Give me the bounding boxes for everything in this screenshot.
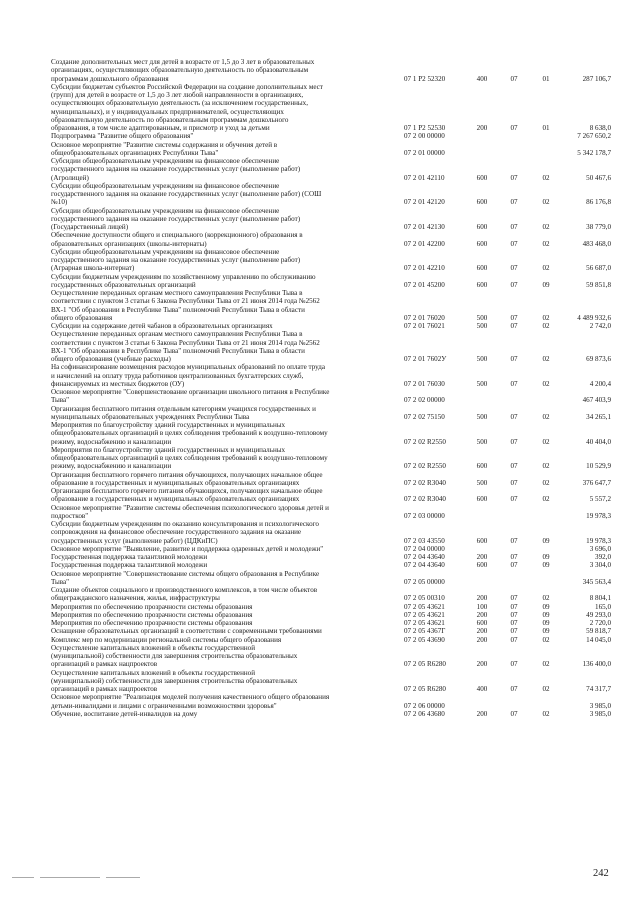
row-section: 07	[510, 313, 518, 322]
row-description: Осуществление капитальных вложений в объекты государственной (муниципальной) собственности для завершения строительства образовательных организаций в рамках нацпроектов	[51, 668, 298, 693]
row-section: 07	[510, 635, 518, 644]
row-subsection: 09	[542, 610, 550, 619]
row-expense-type: 500	[476, 313, 488, 322]
row-code: 07 2 01 00000	[404, 148, 445, 157]
row-amount: 5 557,2	[589, 495, 611, 504]
row-expense-type: 600	[476, 536, 488, 545]
row-amount: 19 978,3	[586, 536, 611, 545]
table-row	[51, 58, 611, 83]
row-code: 07 2 03 43550	[404, 536, 445, 545]
row-amount: 14 045,0	[586, 635, 611, 644]
row-amount: 2 720,0	[589, 619, 611, 627]
row-section: 07	[510, 602, 518, 611]
row-description: Основное мероприятие "Совершенствование организации школьного питания в Республике Тыва"	[51, 388, 330, 405]
table-row	[51, 693, 611, 710]
table-row	[51, 83, 611, 133]
row-subsection: 09	[542, 561, 550, 570]
row-section: 07	[510, 379, 518, 388]
row-section: 07	[510, 198, 518, 207]
row-description: На софинансирование возмещения расходов муниципальных образований по оплате труда и начислений на оплату труда работников централизованных бухгалтерских служб, финансируемых из местных бюджетов (ОУ)	[51, 363, 326, 388]
row-description: Обеспечение доступности общего и специального (коррекционного) образования в образовательных организациях (школы-интернаты)	[51, 231, 303, 248]
row-description: Субсидии общеобразовательным учреждениям на финансовое обеспечение государственного задания на оказание государственных услуг (выполнение работ) (Государственный лицей)	[51, 206, 301, 231]
row-expense-type: 200	[476, 660, 488, 669]
row-code: 07 2 03 00000	[404, 511, 445, 520]
row-description: Организация бесплатного горячего питания обучающихся, получающих начальное общее образование в государственных и муниципальных образовательных организациях	[51, 470, 323, 487]
row-section: 07	[510, 619, 518, 627]
table-row	[51, 157, 611, 182]
row-section: 07	[510, 627, 518, 636]
row-description: Мероприятия по благоустройству зданий государственных и муниципальных общеобразовательных организаций в целях соблюдения требований к воздушно-тепловому режиму, водоснабжению и канализации	[51, 421, 328, 446]
row-code: 07 2 05 R6280	[404, 660, 446, 669]
table-row	[51, 388, 611, 405]
row-code: 07 2 04 43640	[404, 553, 445, 561]
row-code: 07 2 01 42130	[404, 223, 445, 231]
row-code: 07 2 02 75150	[404, 412, 445, 421]
row-amount: 287 106,7	[582, 74, 611, 83]
row-code: 07 2 05 R6280	[404, 685, 446, 693]
row-section: 07	[510, 239, 518, 248]
row-amount: 8 638,0	[589, 124, 611, 132]
table-row	[51, 586, 611, 603]
row-expense-type: 200	[476, 610, 488, 619]
table-row	[51, 710, 611, 718]
table-row	[51, 553, 611, 561]
row-expense-type: 500	[476, 412, 488, 421]
row-code: 07 2 01 76020	[404, 313, 445, 322]
row-section: 07	[510, 685, 518, 693]
row-expense-type: 600	[476, 462, 488, 471]
row-code: 07 2 05 00000	[404, 577, 445, 586]
table-row	[51, 273, 611, 290]
table-row	[51, 603, 611, 611]
row-subsection: 02	[542, 660, 550, 669]
row-description: Основное мероприятие "Реализация моделей получения качественного общего образования детьми-инвалидами и лицами с ограниченными возможностями здоровья"	[51, 693, 330, 710]
table-row	[51, 322, 611, 330]
page-number: 242	[593, 868, 609, 879]
footer-rule	[106, 877, 140, 878]
table-row	[51, 207, 611, 232]
row-subsection: 09	[542, 280, 550, 289]
row-description: Организация бесплатного питания отдельным категориям учащихся государственных и муниципальных образовательных учреждениях Республики Тыва	[51, 404, 316, 421]
row-section: 07	[510, 412, 518, 421]
row-amount: 3 304,0	[589, 561, 611, 570]
row-amount: 483 468,0	[582, 239, 611, 248]
row-code: 07 2 05 43621	[404, 610, 445, 619]
row-code: 07 2 01 76021	[404, 322, 445, 330]
row-code: 07 2 02 00000	[404, 396, 445, 405]
row-description: Субсидии бюджетным учреждениям по хозяйственному управлению по обслуживанию государственных образовательных организаций	[51, 272, 316, 289]
table-row	[51, 570, 611, 587]
row-subsection: 09	[542, 553, 550, 561]
row-subsection: 02	[542, 478, 550, 487]
row-description: Осуществление капитальных вложений в объекты государственной (муниципальной) собственности для завершения строительства образовательных организаций в рамках нацпроектов	[51, 643, 298, 669]
table-row	[51, 520, 611, 545]
row-amount: 5 342 178,7	[577, 148, 611, 157]
row-description: Субсидии на содержание детей чабанов в образовательных организациях	[51, 322, 273, 330]
row-amount: 50 467,6	[586, 173, 611, 182]
row-subsection: 01	[542, 124, 550, 132]
row-amount: 4 489 932,6	[577, 313, 611, 322]
table-row	[51, 644, 611, 669]
row-amount: 10 529,9	[586, 462, 611, 471]
row-subsection: 02	[542, 198, 550, 207]
row-amount: 74 317,7	[586, 685, 611, 693]
table-row	[51, 182, 611, 207]
row-description: Основное мероприятие "Совершенствование системы общего образования в Республике Тыва"	[51, 569, 320, 586]
row-expense-type: 200	[476, 627, 488, 636]
row-amount: 19 978,3	[586, 511, 611, 520]
row-expense-type: 600	[476, 264, 488, 273]
row-expense-type: 500	[476, 478, 488, 487]
budget-table	[51, 58, 611, 718]
table-row	[51, 619, 611, 627]
table-row	[51, 611, 611, 619]
row-code: 07 2 00 00000	[404, 132, 445, 141]
row-section: 07	[510, 478, 518, 487]
row-expense-type: 200	[476, 635, 488, 644]
row-amount: 345 563,4	[582, 577, 611, 586]
row-subsection: 02	[542, 313, 550, 322]
row-section: 07	[510, 437, 518, 446]
row-expense-type: 500	[476, 437, 488, 446]
row-expense-type: 600	[476, 239, 488, 248]
row-section: 07	[510, 709, 518, 718]
row-subsection: 01	[542, 74, 550, 83]
table-row	[51, 363, 611, 388]
row-expense-type: 600	[476, 280, 488, 289]
row-subsection: 02	[542, 173, 550, 182]
row-subsection: 02	[542, 685, 550, 693]
table-row	[51, 141, 611, 158]
row-subsection: 02	[542, 355, 550, 363]
row-section: 07	[510, 561, 518, 570]
row-expense-type: 600	[476, 198, 488, 207]
footer-rule	[40, 877, 100, 878]
row-amount: 3 696,0	[589, 544, 611, 553]
row-section: 07	[510, 536, 518, 545]
row-subsection: 02	[542, 412, 550, 421]
row-expense-type: 400	[476, 685, 488, 693]
row-description: Субсидии бюджетным учреждениям по оказанию консультирования и психологического сопровождения на финансовое обеспечение государственного задания на оказание государственных услуг (выполнение работ) (ЦДКиПС)	[51, 520, 319, 545]
row-section: 07	[510, 322, 518, 330]
row-code: 07 2 05 43621	[404, 619, 445, 627]
row-description: Основное мероприятие "Выявление, развитие и поддержка одаренных детей и молодежи"	[51, 544, 324, 553]
row-amount: 3 985,0	[589, 701, 611, 710]
row-code: 07 2 01 76030	[404, 379, 445, 388]
row-description: Создание объектов социального и производственного комплексов, в том числе объектов общегражданского назначения, жилья, инфраструктуры	[51, 586, 318, 603]
row-section: 07	[510, 74, 518, 83]
row-description: Субсидии бюджетам субъектов Российской Федерации на создание дополнительных мест (групп) для детей в возрасте от 1,5 до 3 лет любой направленности в организациях, осуществляющих образовательную деятельность (за исключением государственных, муниципальных), и у индивидуальных предпринимателей, осуществляющих образовательную деятельность по образовательным программам дошкольного образования, в том числе адаптированным, и присмотр и уход за детьми	[51, 82, 323, 132]
row-subsection: 09	[542, 627, 550, 636]
row-subsection: 02	[542, 379, 550, 388]
table-row	[51, 487, 611, 504]
row-amount: 165,0	[595, 602, 611, 611]
row-expense-type: 500	[476, 322, 488, 330]
row-section: 07	[510, 495, 518, 504]
row-code: 07 1 P2 52320	[404, 74, 446, 83]
row-amount: 376 647,7	[582, 478, 611, 487]
row-code: 07 2 05 43621	[404, 602, 445, 611]
row-description: Мероприятия по обеспечению прозрачности системы образования	[51, 602, 253, 611]
table-row	[51, 545, 611, 553]
row-expense-type: 200	[476, 553, 488, 561]
table-row	[51, 446, 611, 471]
row-section: 07	[510, 462, 518, 471]
row-expense-type: 600	[476, 173, 488, 182]
table-row	[51, 330, 611, 363]
row-subsection: 02	[542, 635, 550, 644]
row-amount: 136 400,0	[582, 660, 611, 669]
row-amount: 86 176,8	[586, 198, 611, 207]
row-description: Государственная поддержка талантливой молодежи	[51, 561, 208, 570]
row-code: 07 1 P2 52530	[404, 124, 446, 132]
row-subsection: 02	[542, 223, 550, 231]
row-code: 07 2 06 00000	[404, 701, 445, 710]
row-expense-type: 500	[476, 355, 488, 363]
row-description: Подпрограмма "Развитие общего образования"	[51, 132, 194, 141]
row-amount: 8 804,1	[589, 594, 611, 603]
row-description: Мероприятия по обеспечению прозрачности системы образования	[51, 610, 253, 619]
row-subsection: 02	[542, 437, 550, 446]
row-amount: 59 818,7	[586, 627, 611, 636]
table-row	[51, 471, 611, 488]
row-section: 07	[510, 264, 518, 273]
table-row	[51, 669, 611, 694]
row-subsection: 02	[542, 594, 550, 603]
row-section: 07	[510, 660, 518, 669]
table-row	[51, 248, 611, 273]
row-code: 07 2 02 R2550	[404, 462, 446, 471]
row-code: 07 2 01 42120	[404, 198, 445, 207]
row-amount: 34 265,1	[586, 412, 611, 421]
row-subsection: 02	[542, 322, 550, 330]
row-amount: 38 779,0	[586, 223, 611, 231]
row-code: 07 2 05 4367Г	[404, 627, 446, 636]
row-description: Обучение, воспитание детей-инвалидов на дому	[51, 709, 198, 718]
row-description: Оснащение образовательных организаций в соответствии с современными требованиями	[51, 627, 322, 636]
row-description: Мероприятия по благоустройству зданий государственных и муниципальных общеобразовательных организаций в целях соблюдения требований к воздушно-тепловому режиму, водоснабжению и канализации	[51, 445, 328, 471]
row-subsection: 09	[542, 536, 550, 545]
row-subsection: 02	[542, 495, 550, 504]
row-code: 07 2 02 R2550	[404, 437, 446, 446]
row-expense-type: 400	[476, 74, 488, 83]
row-expense-type: 200	[476, 124, 488, 132]
table-row	[51, 231, 611, 248]
table-row	[51, 627, 611, 635]
row-amount: 69 873,6	[586, 355, 611, 363]
table-row	[51, 289, 611, 322]
row-code: 07 2 01 42210	[404, 264, 445, 273]
row-amount: 2 742,0	[589, 322, 611, 330]
row-description: Создание дополнительных мест для детей в возрасте от 1,5 до 3 лет в образовательных организациях, осуществляющих образовательную деятельность по образовательным программам дошкольного образования	[51, 58, 315, 83]
row-expense-type: 600	[476, 495, 488, 504]
table-row	[51, 504, 611, 521]
row-code: 07 2 01 42110	[404, 173, 445, 182]
row-amount: 3 985,0	[589, 709, 611, 718]
row-code: 07 2 04 43640	[404, 561, 445, 570]
row-section: 07	[510, 280, 518, 289]
row-section: 07	[510, 173, 518, 182]
row-code: 07 2 02 R3040	[404, 478, 446, 487]
row-description: Субсидии общеобразовательным учреждениям на финансовое обеспечение государственного задания на оказание государственных услуг (выполнение работ) (Аграрная школа-интернат)	[51, 247, 301, 273]
row-section: 07	[510, 223, 518, 231]
table-row	[51, 421, 611, 446]
row-description: Основное мероприятие "Развитие системы содержания и обучения детей в общеобразовательных организациях Республики Тыва"	[51, 140, 278, 157]
row-section: 07	[510, 610, 518, 619]
row-section: 07	[510, 594, 518, 603]
row-description: Организация бесплатного горячего питания обучающихся, получающих начальное общее образование в государственных и муниципальных образовательных организациях	[51, 487, 323, 504]
footer-rule	[12, 877, 34, 878]
row-expense-type: 100	[476, 602, 488, 611]
row-code: 07 2 01 7602У	[404, 355, 447, 363]
row-description: Осуществление переданных органам местного самоуправления Республики Тыва в соответствии с пунктом 3 статьи 6 Закона Республики Тыва от 21 июня 2014 года №2562 ВХ-1 "Об образовании в Республике Тыва" полномочий Республики Тыва в области общего образования (учебные расходы)	[51, 330, 320, 363]
row-amount: 49 293,0	[586, 610, 611, 619]
row-amount: 7 267 650,2	[577, 132, 611, 141]
row-code: 07 2 02 R3040	[404, 495, 446, 504]
row-subsection: 02	[542, 462, 550, 471]
row-code: 07 2 01 42200	[404, 239, 445, 248]
row-expense-type: 600	[476, 619, 488, 627]
row-amount: 392,0	[595, 553, 611, 561]
row-code: 07 2 04 00000	[404, 544, 445, 553]
row-amount: 59 851,8	[586, 280, 611, 289]
row-description: Субсидии общеобразовательным учреждениям на финансовое обеспечение государственного задания на оказание государственных услуг (выполнение работ) (Агролицей)	[51, 157, 301, 182]
table-row	[51, 405, 611, 422]
row-subsection: 09	[542, 602, 550, 611]
row-code: 07 2 05 43690	[404, 635, 445, 644]
row-description: Основное мероприятие "Развитие системы обеспечения психологического здоровья детей и подростков"	[51, 503, 329, 520]
row-description: Мероприятия по обеспечению прозрачности системы образования	[51, 619, 253, 627]
row-amount: 467 403,9	[582, 396, 611, 405]
row-expense-type: 200	[476, 709, 488, 718]
row-amount: 4 200,4	[589, 379, 611, 388]
row-code: 07 2 05 00310	[404, 594, 445, 603]
row-amount: 40 404,0	[586, 437, 611, 446]
table-row	[51, 132, 611, 140]
row-code: 07 2 01 45200	[404, 280, 445, 289]
row-subsection: 09	[542, 619, 550, 627]
table-row	[51, 636, 611, 644]
row-description: Осуществление переданных органам местного самоуправления Республики Тыва в соответствии с пунктом 3 статьи 6 Закона Республики Тыва от 21 июня 2014 года №2562 ВХ-1 "Об образовании в Республике Тыва" полномочий Республики Тыва в области общего образования	[51, 289, 320, 322]
row-description: Субсидии общеобразовательным учреждениям на финансовое обеспечение государственного задания на оказание государственных услуг (выполнение работ) (СОШ №10)	[51, 181, 322, 207]
row-expense-type: 600	[476, 561, 488, 570]
row-description: Государственная поддержка талантливой молодежи	[51, 553, 208, 561]
row-section: 07	[510, 355, 518, 363]
row-expense-type: 500	[476, 379, 488, 388]
table-row	[51, 561, 611, 569]
row-expense-type: 200	[476, 594, 488, 603]
row-amount: 56 687,0	[586, 264, 611, 273]
row-description: Комплекс мер по модернизации региональной системы общего образования	[51, 635, 282, 644]
row-code: 07 2 06 43680	[404, 709, 445, 718]
row-subsection: 02	[542, 709, 550, 718]
row-subsection: 02	[542, 264, 550, 273]
row-subsection: 02	[542, 239, 550, 248]
row-expense-type: 600	[476, 223, 488, 231]
row-section: 07	[510, 124, 518, 132]
row-section: 07	[510, 553, 518, 561]
